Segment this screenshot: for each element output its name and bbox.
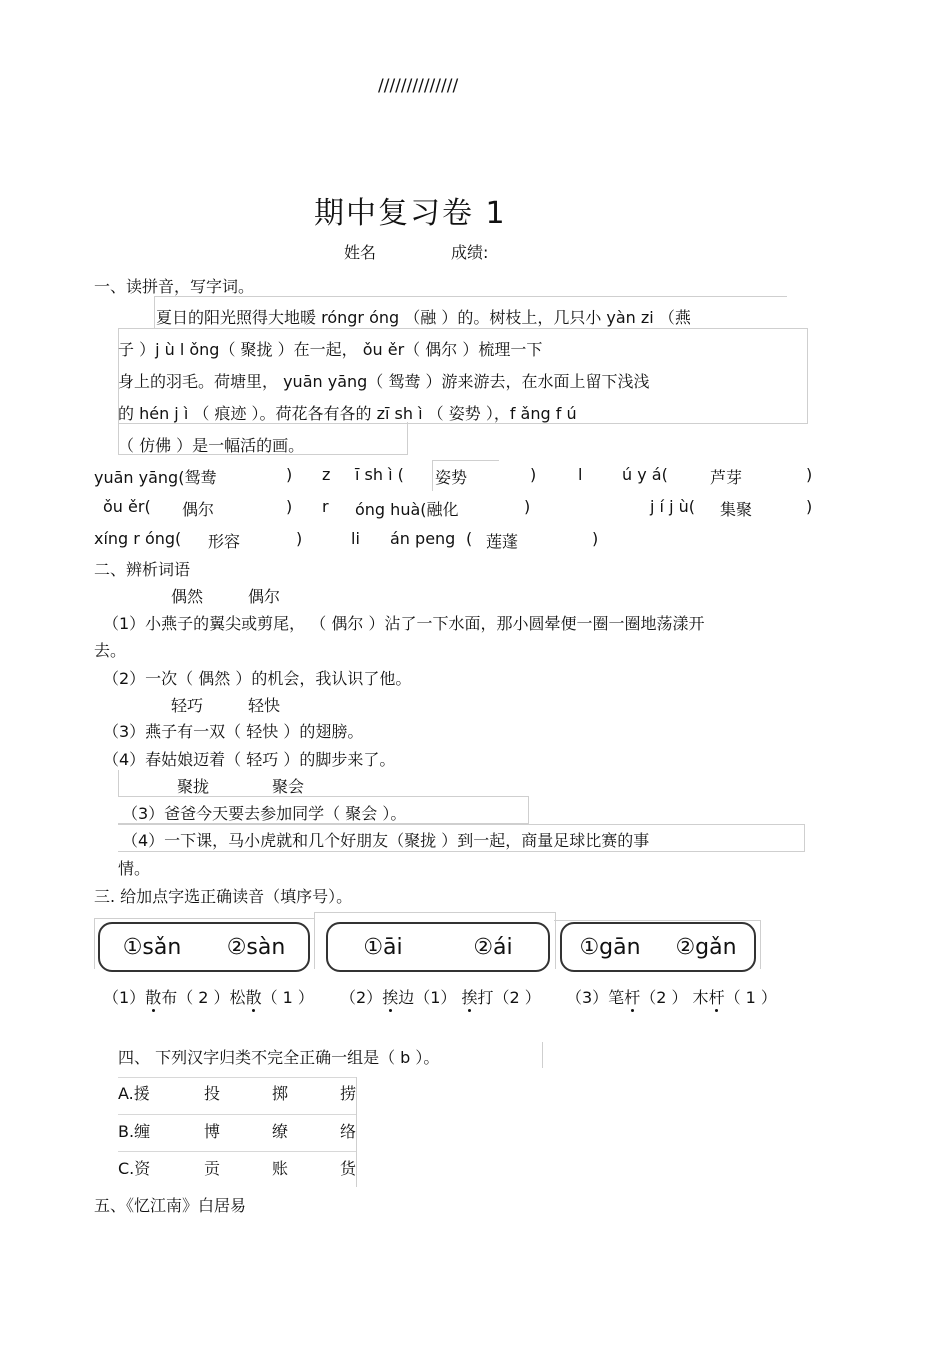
option: ①āi xyxy=(363,934,403,960)
row2-cell: ) xyxy=(806,497,813,516)
word-pair: 偶然 xyxy=(171,587,204,606)
dotted-char: 散 xyxy=(145,985,161,1008)
row3-cell: xíng r óng( xyxy=(94,529,182,548)
divider xyxy=(356,1077,357,1187)
option: ①gān xyxy=(579,934,641,960)
row3-cell: ( xyxy=(466,529,473,548)
row1-cell: ) xyxy=(530,465,537,484)
answer-group-1: （1）散布（ 2 ）松散（ 1 ） xyxy=(103,985,314,1008)
row1-cell: 姿势 xyxy=(435,468,468,487)
para-line-4: 的 hén j ì （ 痕迹 ）。荷花各有各的 zī sh ì （ 姿势 ），f ǎng f ú xyxy=(118,404,577,423)
score-label: 成绩: xyxy=(451,243,489,262)
row1-cell: l xyxy=(578,465,583,484)
row1-cell: yuān yāng(鸳鸯 xyxy=(94,468,217,487)
page-title: 期中复习卷 1 xyxy=(314,196,507,231)
option-a-char: 投 xyxy=(204,1084,221,1103)
para-line-3: 身上的羽毛。荷塘里， yuān yāng（ 鸳鸯 ）游来游去，在水面上留下浅浅 xyxy=(118,372,650,391)
row3-cell: ) xyxy=(592,529,599,548)
section2-heading: 二、辨析词语 xyxy=(94,560,191,579)
divider xyxy=(118,1151,356,1152)
option-b-char: 缭 xyxy=(272,1122,289,1141)
option-c: C.资 xyxy=(118,1159,151,1178)
option-a-char: 捞 xyxy=(340,1084,357,1103)
para-line-5: （ 仿佛 ）是一幅活的画。 xyxy=(118,436,305,455)
row1-cell: z xyxy=(322,465,331,484)
row2-cell: ) xyxy=(524,497,531,516)
row3-cell: 形容 xyxy=(208,532,241,551)
option-b-char: 络 xyxy=(340,1122,357,1141)
divider xyxy=(118,1114,356,1115)
answer-group-2: （2）挨边（1） 挨打（2 ） xyxy=(340,985,541,1008)
row3-cell: ) xyxy=(296,529,303,548)
divider xyxy=(118,1077,356,1078)
word-pair: 轻快 xyxy=(248,696,281,715)
row2-cell: ǒu ěr( xyxy=(103,497,151,516)
row2-cell: 偶尔 xyxy=(182,500,215,519)
question-6: （4）一下课，马小虎就和几个好朋友（聚拢 ）到一起，商量足球比赛的事 xyxy=(122,831,650,850)
row2-cell: j í j ù( xyxy=(650,497,695,516)
word-pair: 轻巧 xyxy=(171,696,204,715)
para-line-1: 夏日的阳光照得大地暖 róngr óng （融 ）的。树枝上，几只小 yàn zi （燕 xyxy=(156,308,691,327)
question-5: （3）爸爸今天要去参加同学（ 聚会 ）。 xyxy=(122,804,407,823)
dotted-char: 杆 xyxy=(709,985,725,1008)
option-c-char: 账 xyxy=(272,1159,289,1178)
section4-heading: 四、 下列汉字归类不完全正确一组是（ b ）。 xyxy=(118,1048,440,1067)
option-a: A.援 xyxy=(118,1084,150,1103)
dotted-char: 挨 xyxy=(461,985,477,1008)
row2-cell: óng huà(融化 xyxy=(355,500,459,519)
question-6-cont: 情。 xyxy=(118,859,151,878)
option: ②gǎn xyxy=(675,934,737,960)
row1-cell: ú y á( xyxy=(622,465,668,484)
row2-cell: 集聚 xyxy=(720,500,753,519)
word-pair: 聚拢 xyxy=(177,777,210,796)
option-c-char: 贡 xyxy=(204,1159,221,1178)
question-3: （3）燕子有一双（ 轻快 ）的翅膀。 xyxy=(103,722,364,741)
option-a-char: 掷 xyxy=(272,1084,289,1103)
question-1-cont: 去。 xyxy=(94,641,127,660)
option: ②sàn xyxy=(226,934,286,960)
row2-cell: ) xyxy=(286,497,293,516)
option: ①sǎn xyxy=(122,934,182,960)
row3-cell: li xyxy=(351,529,360,548)
word-pair: 聚会 xyxy=(272,777,305,796)
pronunciation-options-ai xyxy=(326,922,550,972)
option-b: B.缠 xyxy=(118,1122,151,1141)
dotted-char: 挨 xyxy=(382,985,398,1008)
question-2: （2）一次（ 偶然 ）的机会，我认识了他。 xyxy=(103,669,412,688)
option: ②ái xyxy=(473,934,513,960)
header-mark: ////////////// xyxy=(378,76,459,96)
dotted-char: 散 xyxy=(246,985,262,1008)
answer-group-3: （3）笔杆（2 ） 木杆（ 1 ） xyxy=(566,985,777,1008)
section1-heading: 一、读拼音，写字词。 xyxy=(94,277,255,296)
row1-cell: ī sh ì ( xyxy=(355,465,404,484)
section3-heading: 三. 给加点字选正确读音（填序号）。 xyxy=(94,887,353,906)
row3-cell: án peng xyxy=(390,529,456,548)
name-label: 姓名 xyxy=(344,243,377,262)
row3-cell: 莲蓬 xyxy=(486,532,519,551)
row1-cell: ) xyxy=(806,465,813,484)
row1-cell: ) xyxy=(286,465,293,484)
section5-heading: 五、《忆江南》白居易 xyxy=(94,1196,247,1215)
pronunciation-options-san xyxy=(98,922,310,972)
question-4: （4）春姑娘迈着（ 轻巧 ）的脚步来了。 xyxy=(103,750,396,769)
question-1: （1）小燕子的翼尖或剪尾， （ 偶尔 ）沾了一下水面，那小圆晕便一圈一圈地荡漾开 xyxy=(103,614,705,633)
option-c-char: 货 xyxy=(340,1159,357,1178)
dotted-char: 杆 xyxy=(624,985,640,1008)
row2-cell: r xyxy=(322,497,329,516)
para-line-2: 子 ）j ù l ǒng（ 聚拢 ）在一起， ǒu ěr（ 偶尔 ）梳理一下 xyxy=(118,340,543,359)
pronunciation-options-gan xyxy=(560,922,756,972)
word-pair: 偶尔 xyxy=(248,587,281,606)
option-b-char: 博 xyxy=(204,1122,221,1141)
row1-cell: 芦芽 xyxy=(710,468,743,487)
